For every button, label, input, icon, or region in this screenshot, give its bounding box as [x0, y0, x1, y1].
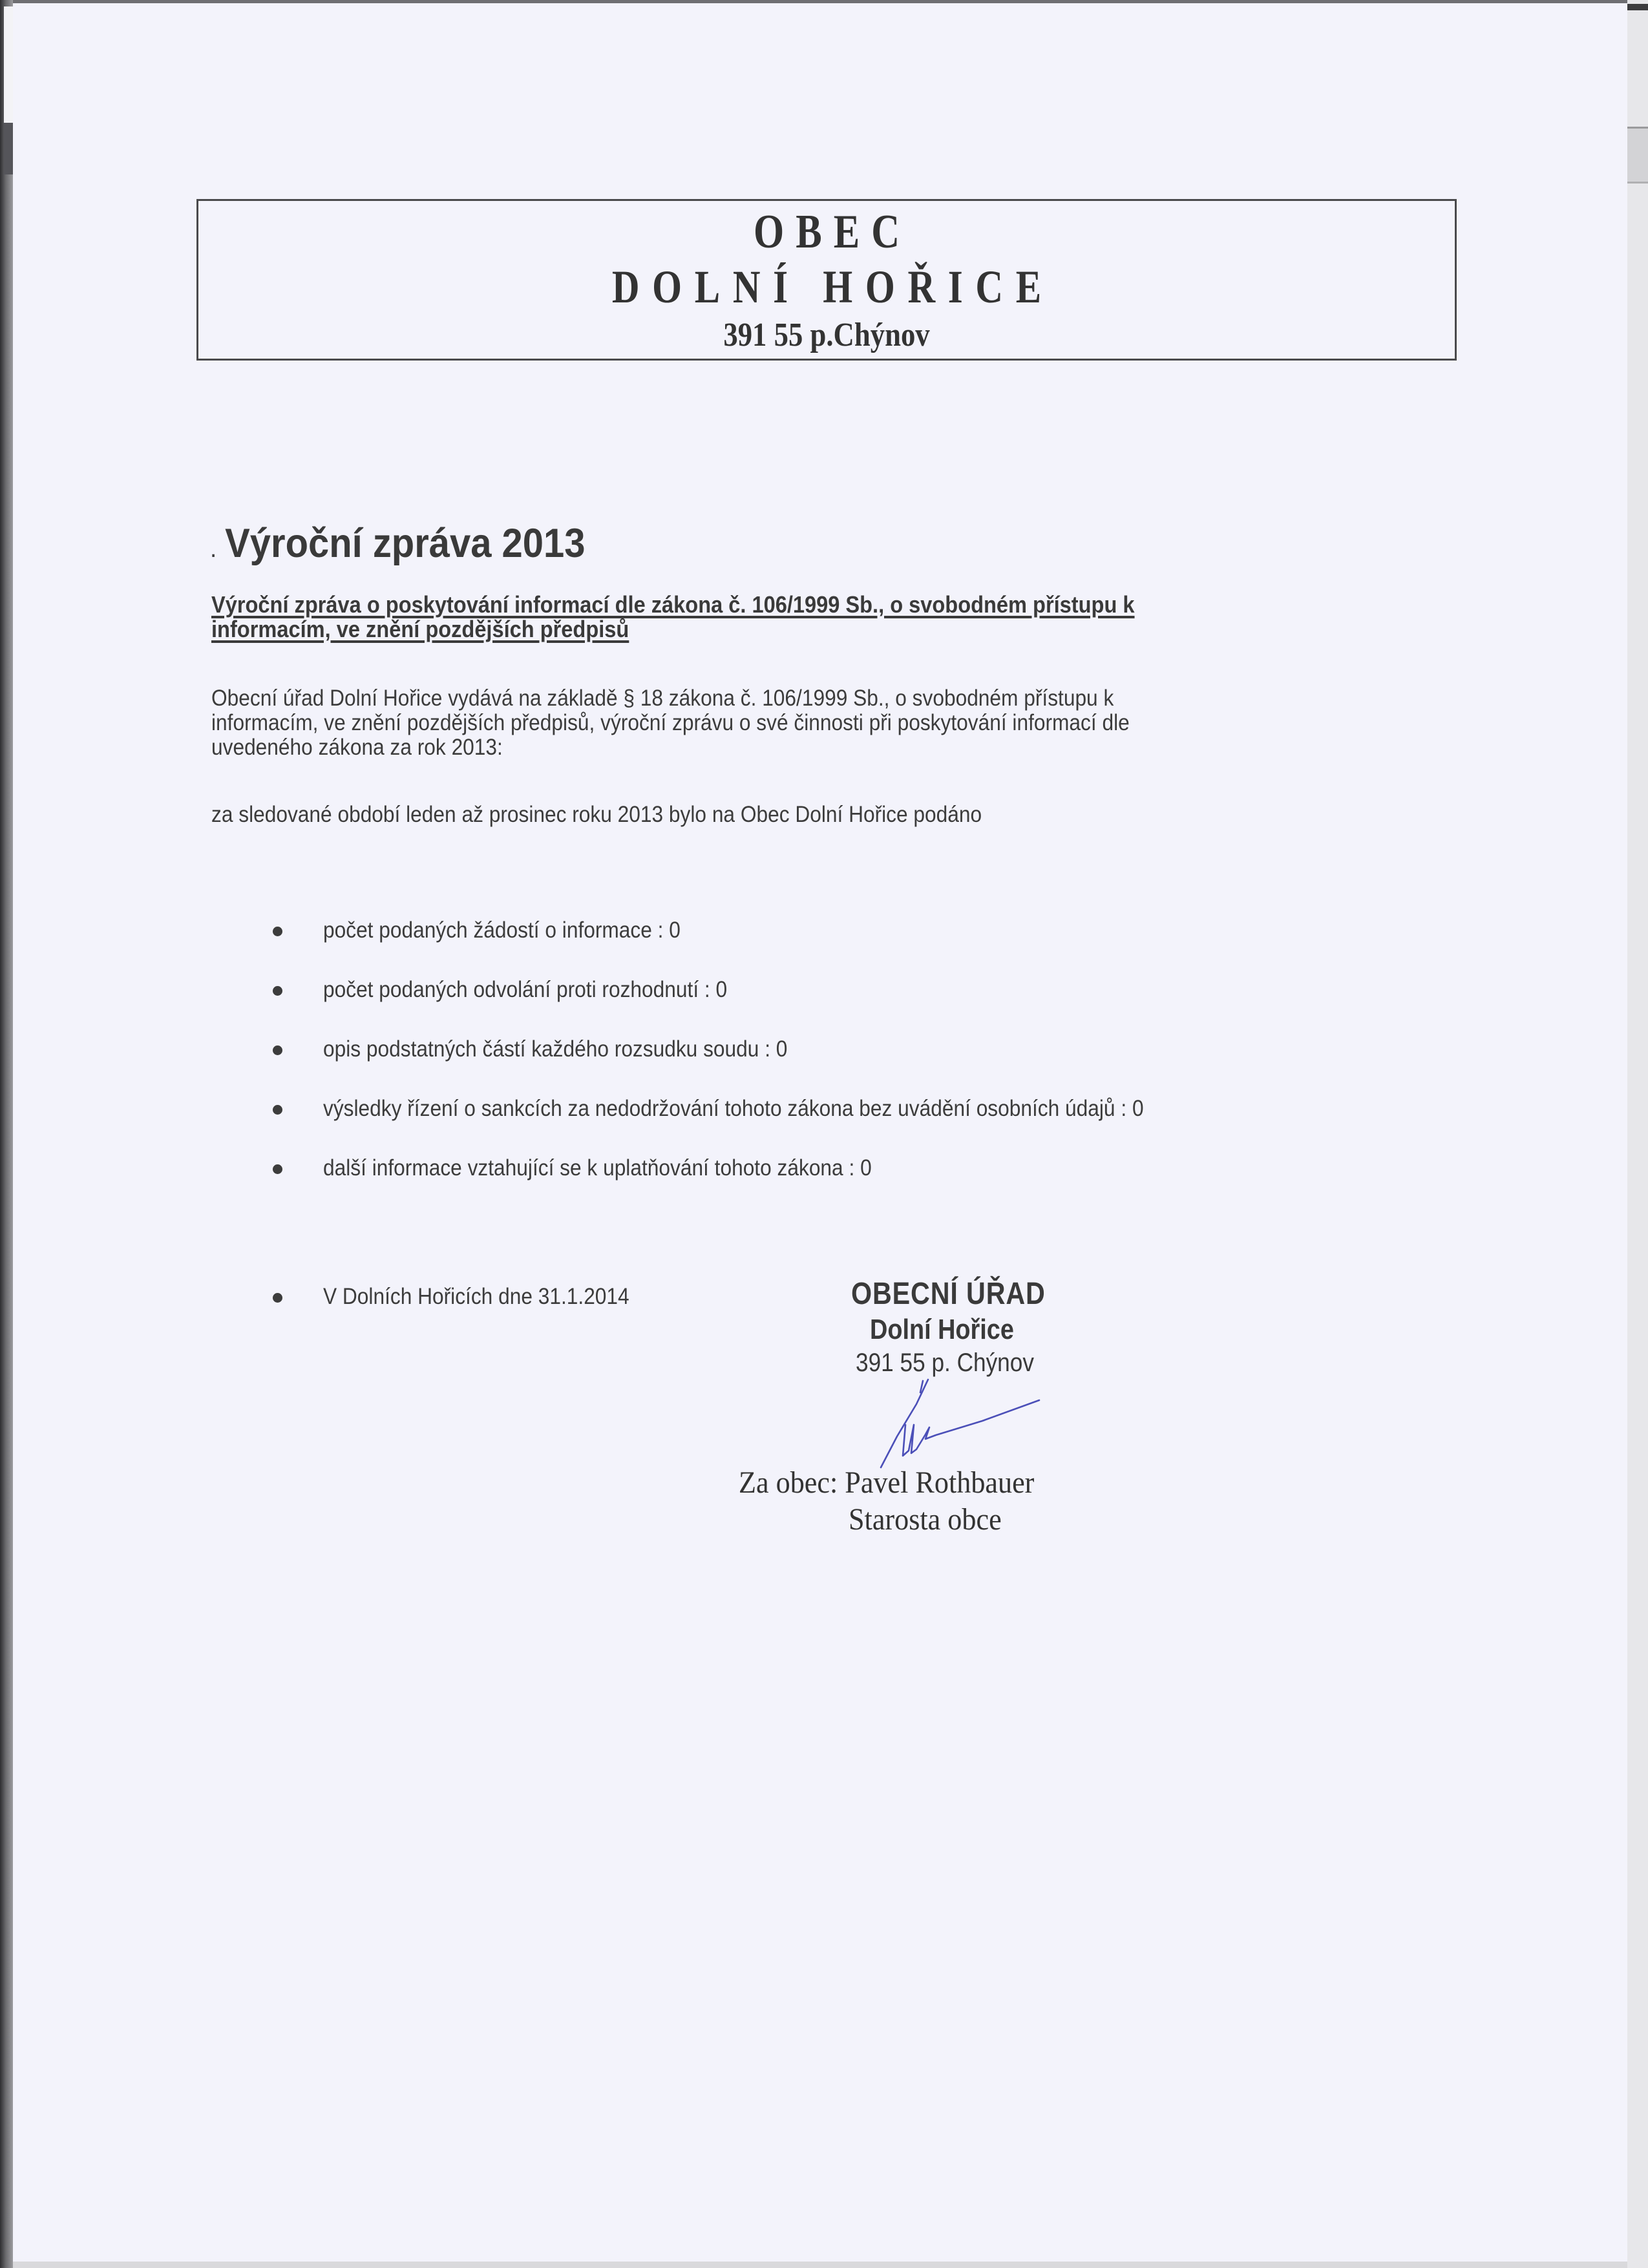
bullet-icon: [273, 1164, 282, 1174]
intro-line: Obecní úřad Dolní Hořice vydává na základě § 18 zákona č. 106/1999 Sb., o svobodném přístupu k: [211, 686, 1114, 711]
stamp-office: OBECNÍ ÚŘAD: [851, 1277, 1046, 1311]
period-statement: [211, 803, 1375, 827]
letterhead-municipality: OBEC: [753, 205, 912, 258]
statistic-label: počet podaných odvolání proti rozhodnutí : 0: [323, 977, 728, 1002]
stamp-municipality: Dolní Hořice: [870, 1314, 1014, 1345]
bullet-icon: [273, 927, 282, 936]
bullet-icon: [273, 1105, 282, 1115]
statistic-label: další informace vztahující se k uplatňování tohoto zákona : 0: [323, 1155, 872, 1181]
period-line: za sledované období leden až prosinec roku 2013 bylo na Obec Dolní Hořice podáno: [211, 802, 982, 827]
signatory-name: Za obec: Pavel Rothbauer: [739, 1465, 1035, 1500]
letterhead-address: 391 55 p.Chýnov: [723, 317, 930, 353]
document-title: [210, 520, 586, 567]
title-text: Výroční zpráva 2013: [225, 521, 586, 566]
statistic-label: počet podaných žádostí o informace : 0: [323, 918, 681, 943]
document-subtitle: [211, 593, 1375, 642]
date-text: V Dolních Hořicích dne 31.1.2014: [323, 1284, 629, 1309]
document-page: [13, 3, 1627, 2262]
bullet-icon: [273, 1045, 282, 1055]
signature-stroke: [903, 1400, 1039, 1456]
title-dot: .: [210, 534, 217, 563]
intro-line: informacím, ve znění pozdějších předpisů, výroční zprávu o své činnosti při poskytování informací dle: [211, 710, 1130, 735]
letterhead-name: DOLNÍ HOŘICE: [611, 261, 1054, 313]
signature-stroke: [881, 1380, 928, 1467]
scan-artifact: [4, 123, 13, 174]
scan-left-edge: [0, 0, 13, 2268]
signatory-role: Starosta obce: [849, 1502, 1002, 1537]
letterhead-box: [196, 199, 1457, 361]
bullet-icon: [273, 1293, 282, 1303]
subtitle-line: Výroční zpráva o poskytování informací dle zákona č. 106/1999 Sb., o svobodném přístupu k: [211, 591, 1135, 618]
statistic-label: opis podstatných částí každého rozsudku soudu : 0: [323, 1036, 788, 1062]
scan-artifact: [1627, 4, 1648, 10]
intro-line: uvedeného zákona za rok 2013:: [211, 735, 503, 760]
bullet-icon: [273, 986, 282, 996]
scan-artifact: [1627, 127, 1648, 184]
subtitle-line: informacím, ve znění pozdějších předpisů: [211, 616, 629, 642]
stamp-address: 391 55 p. Chýnov: [856, 1349, 1034, 1377]
signature-stroke: [920, 1381, 923, 1392]
scan-artifact: [4, 6, 13, 123]
scan-right-edge: [1627, 0, 1648, 2268]
signature-strokes: [881, 1380, 1039, 1467]
statistic-label: výsledky řízení o sankcích za nedodržování tohoto zákona bez uvádění osobních údajů : 0: [323, 1096, 1144, 1121]
intro-paragraph: [211, 686, 1375, 760]
